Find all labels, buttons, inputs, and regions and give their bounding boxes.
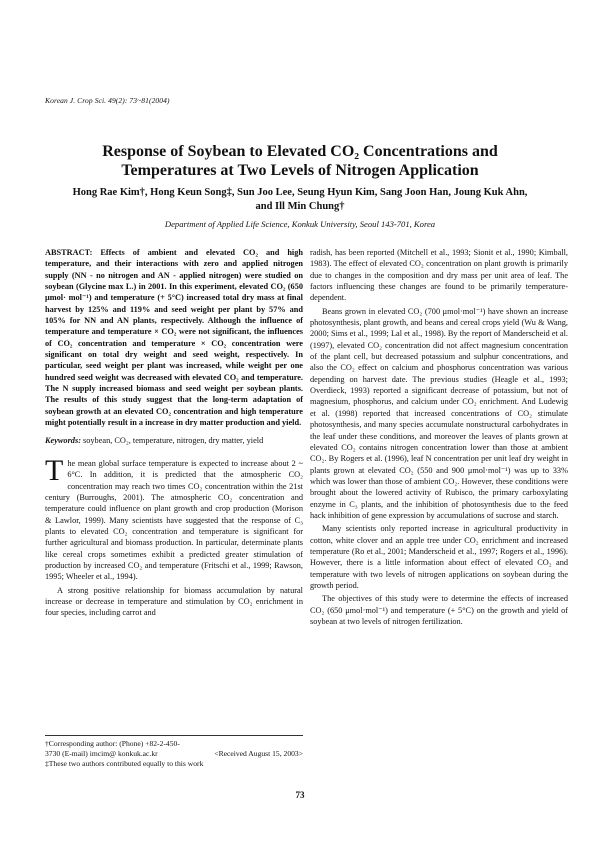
- page-number: 73: [295, 790, 305, 800]
- intro-paragraph-2: A strong positive relationship for biomass accumulation by natural increase or decrease in temperature and stimulation by CO₂ enrichment in four species, including carrot and: [45, 585, 303, 618]
- intro-paragraph-1: [45, 453, 303, 583]
- body-paragraph-4: The objectives of this study were to determine the effects of increased CO₂ (650 μmol·mol⁻¹) and temperature (+ 5°C) on the growth and yield of soybean at two levels of nitrogen fertilization.: [310, 594, 568, 626]
- intro-paragraph-1-text: he mean global surface temperature is expected to increase about 2 ~ 6°C. In addition, it is predicted that the atmospheric CO₂ concentration may reach two times CO₂ concentration within the 21st century (Burroughs, 2001). The atmospheric CO₂ concentration and temperature could influence on plant growth and crop production (Morison & Lawlor, 1999). Many scientists have suggested that the response of C₃ plants to elevated CO₂ concentration and temperature is significant for further agricultural and biomass production. In particular, determinate plants like cereal crops sometimes exhibit a predicted greater stimulation of production by increased CO₂ and temperature (Fritschi et al., 1999; Rawson, 1995; Wheeler et al., 1994).: [45, 458, 303, 582]
- affiliation: Department of Applied Life Science, Konkuk University, Seoul 143-701, Korea: [164, 219, 436, 229]
- footnote-received-date: <Received August 15, 2003>: [214, 749, 303, 758]
- left-column: [45, 247, 303, 621]
- author-list: Hong Rae Kim†, Hong Keun Song‡, Sun Joo Lee, Seung Hyun Kim, Sang Joon Han, Joung Kuk Ahn, and Ill Min Chung†: [72, 187, 528, 212]
- keywords-text: soybean, CO₂, temperature, nitrogen, dry matter, yield: [80, 435, 264, 445]
- abstract: ABSTRACT: Effects of ambient and elevated CO₂ and high temperature, and their interactions with zero and applied nitrogen supply (NN - no nitrogen and AN - applied nitrogen) were studied on soybean (Glycine max L.) in 2001. In this experiment, elevated CO₂ (650 μmol· mol⁻¹) and temperature (+ 5°C) increased total dry mass at final harvest by 125% and 119% and seed weight per plant by 57% and 105% for NN and AN plants, respectively. Although the influence of temperature and temperature × CO₂ were not significant, the influences of CO₂ concentration and temperature × CO₂ concentration were significant on total dry weight and seed weight, respectively. In particular, seed weight per plant was increased, while weight per one hundred seed weight was decreased with elevated CO₂ and temperature. The N supply increased biomass and seed weight per soybean plants. The results of this study suggest that the long-term adaptation of soybean growth at an elevated CO₂ concentration and high temperature might potentially result in a increase in dry matter production and yield.: [45, 248, 303, 428]
- footnotes: [45, 735, 303, 769]
- journal-citation: Korean J. Crop Sci. 49(2): 73~81(2004): [45, 96, 170, 105]
- paper-title: Response of Soybean to Elevated CO₂ Concentrations and Temperatures at Two Levels of Nitrogen Application: [102, 143, 498, 179]
- keywords-label: Keywords:: [45, 435, 81, 445]
- footnote-1: [45, 739, 303, 759]
- footnote-corresponding-author: †Corresponding author: (Phone) +82-2-450-3730 (E-mail) imcim@ konkuk.ac.kr: [45, 739, 180, 758]
- drop-cap: T: [45, 453, 64, 487]
- body-paragraph-3: Many scientists only reported increase in agricultural productivity in cotton, white clover and an apple tree under CO₂ enrichment and increased temperature (Ro et al., 2001; Manderscheid et al., 1997; Rogers et al., 1996). However, there is a little information about effect of elevated CO₂ and temperature with two levels of nitrogen applications on soybean during the growth period.: [310, 524, 568, 590]
- body-paragraph-2: Beans grown in elevated CO₂ (700 μmol·mol⁻¹) have shown an increase photosynthesis, plant growth, and beans and cereal crops yield (Wu & Wang, 2000; Sims et al., 1999; Lal et al., 1998). By the report of Manderscheid et al. (1997), elevated CO₂ concentration did not affect magnesium concentration of the plant cell, but decreased potassium and sulphur concentrations, and also the CO₂ effect on calcium and phosphorus concentration was various depending on harvest date. The previous studies (Heagle et al., 1993; Overdieck, 1993) reported a significant decrease of potassium, but not of magnesium, phosphorus, and calcium under CO₂ enrichment. And Ludewig et al. (1998) reported that increased concentrations of CO₂ stimulate photosynthesis, and many species accumulate nonstructural carbohydrates in the leaf under these conditions, and moreover the leaves of plants grown at elevated CO₂ contains nitrogen concentration lower than those at ambient CO₂. By Rogers et al. (1996), leaf N concentration per unit leaf dry weight in plants grown at elevated CO₂ (550 and 900 μmol·mol⁻¹) was up to 33% which was lower than those of ambient CO₂. However, these conditions were brought about the lowered activity of Rubisco, the primary carboxylating enzyme in C₃ plants, and the inhibition of photosynthesis due to the feed hack inhibition of gene expression by accumulations of sucrose and starch.: [310, 306, 568, 520]
- footnote-2: ‡These two authors contributed equally to this work: [45, 759, 204, 768]
- right-column: [310, 247, 568, 629]
- body-paragraph-1: radish, has been reported (Mitchell et al., 1993; Sionit et al., 1990; Kimball, 1983). The effect of elevated CO₂ concentration on plant growth is primarily due to changes in the composition and dry mass per unit area of leaf. The factors influencing these changes are found to be primarily temperature-dependent.: [310, 248, 568, 303]
- keywords: [45, 435, 303, 446]
